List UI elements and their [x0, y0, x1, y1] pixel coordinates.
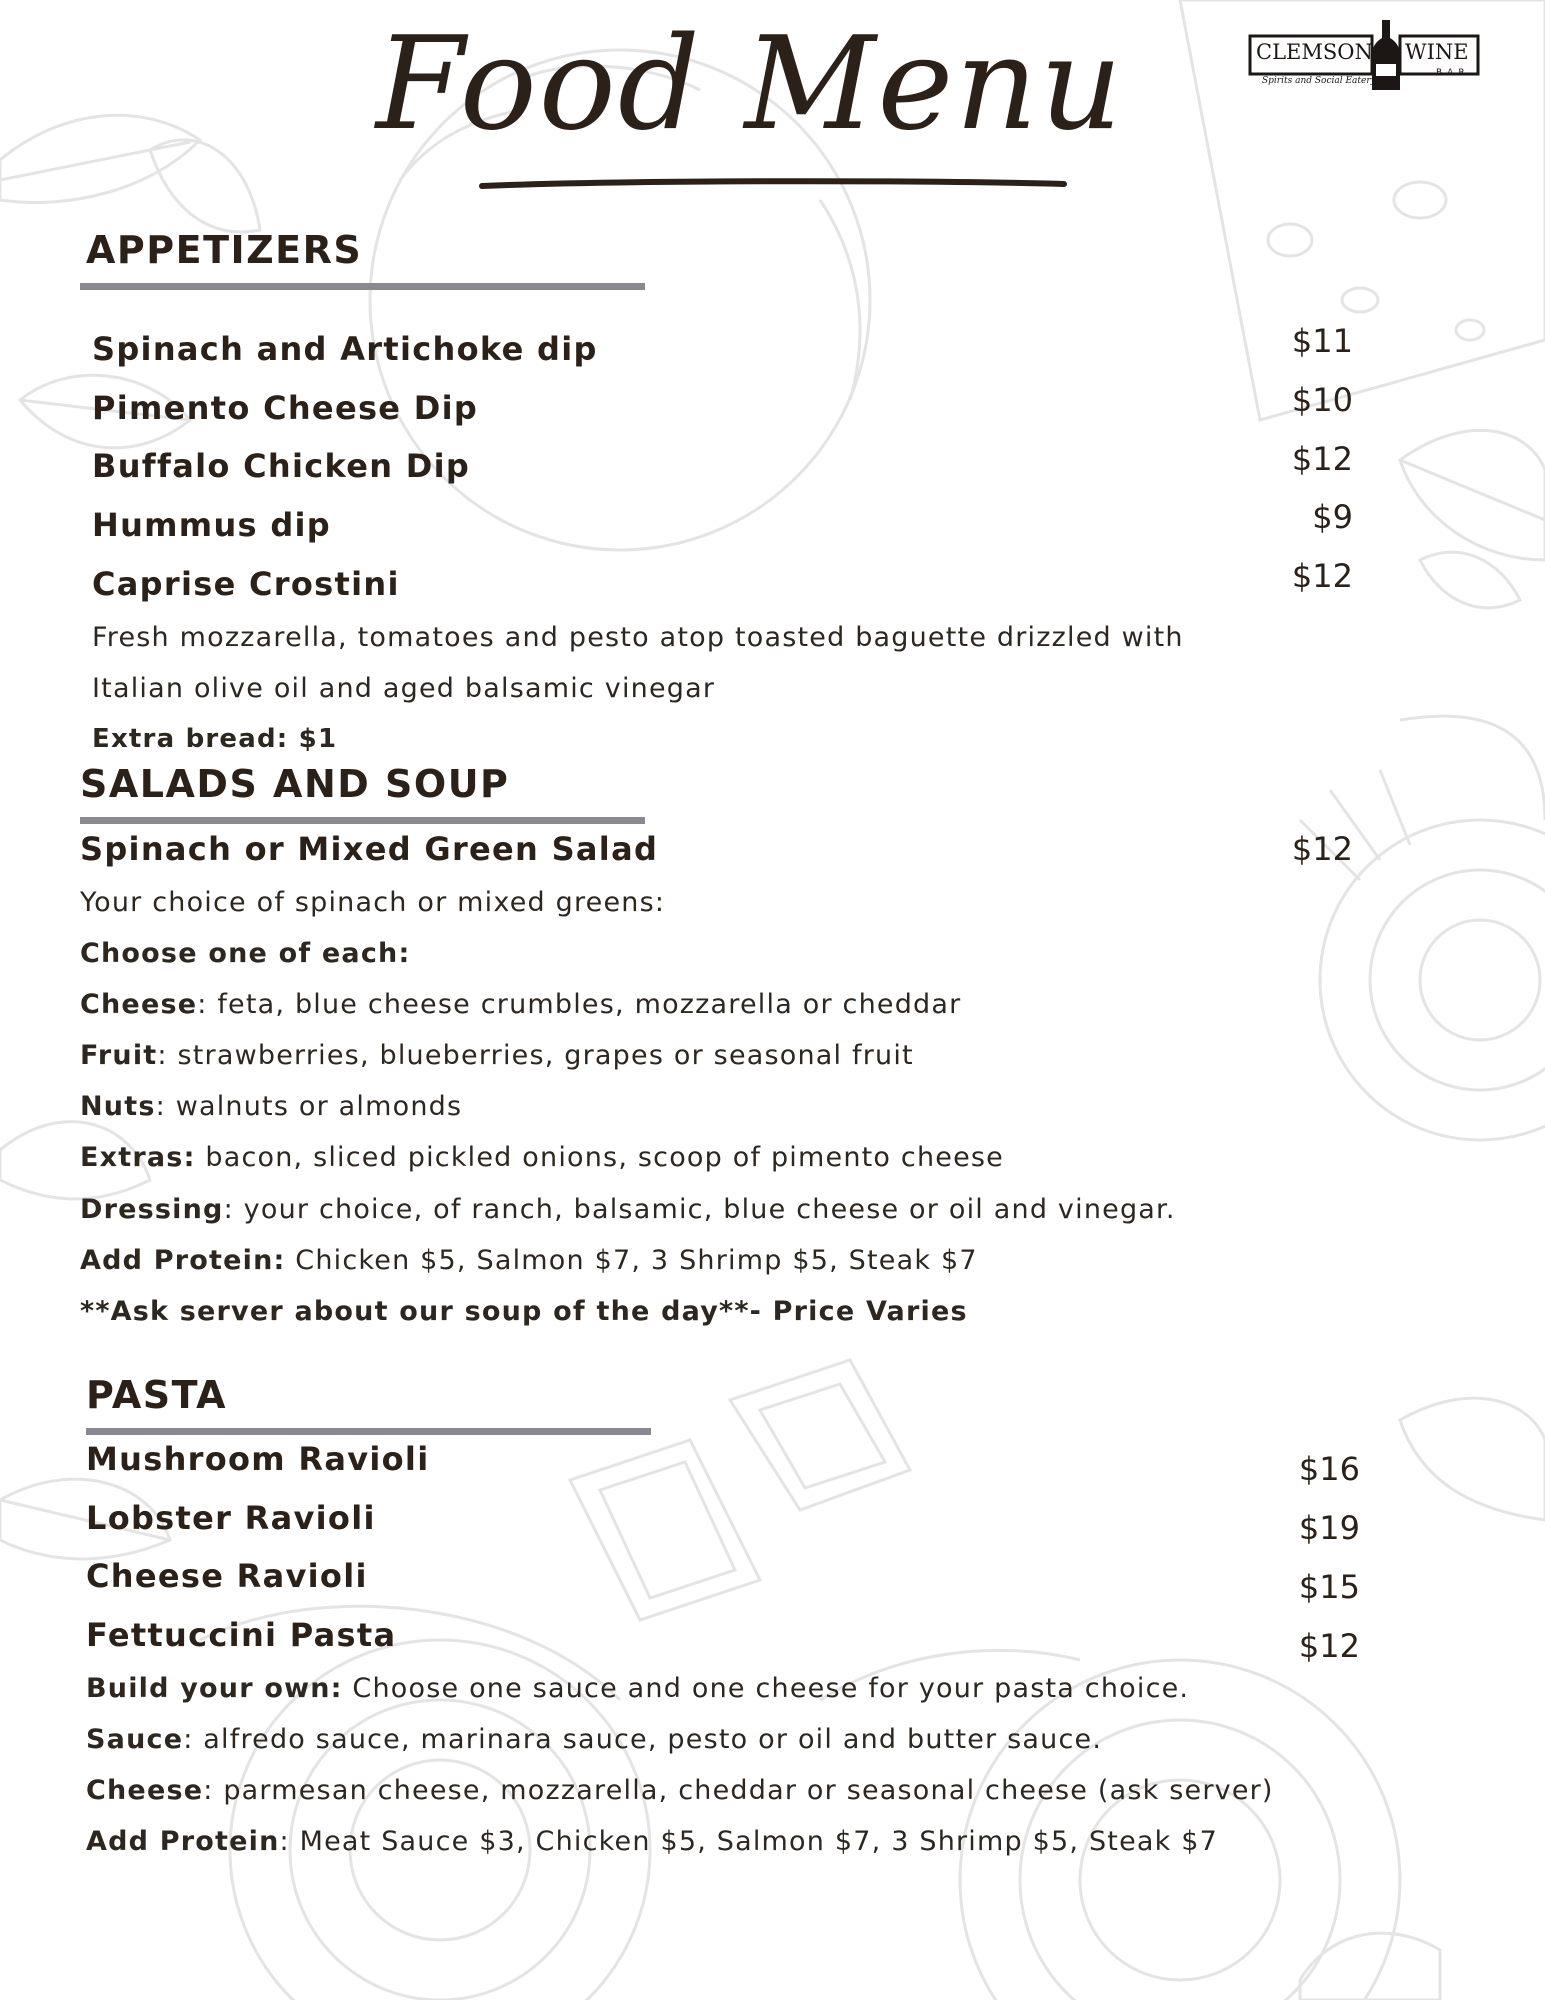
item-description: Italian olive oil and aged balsamic vinegar	[92, 673, 716, 704]
option-text: : strawberries, blueberries, grapes or seasonal fruit	[157, 1040, 914, 1071]
menu-item-price: $16	[1298, 1450, 1360, 1488]
salad-option	[80, 989, 961, 1020]
logo-name-wine: WINE	[1405, 40, 1469, 64]
menu-item-price: $10	[1291, 381, 1353, 419]
menu-item-price: $12	[1291, 830, 1353, 868]
option-label: Dressing	[80, 1194, 224, 1225]
option-text: : feta, blue cheese crumbles, mozzarella or cheddar	[197, 989, 962, 1020]
option-label: Add Protein	[86, 1826, 280, 1857]
salad-option	[80, 1194, 1176, 1225]
option-text: : your choice, of ranch, balsamic, blue cheese or oil and vinegar.	[223, 1194, 1176, 1225]
salad-option	[80, 1091, 462, 1122]
menu-item-name: Spinach and Artichoke dip	[92, 330, 598, 368]
menu-item-price: $15	[1298, 1568, 1360, 1606]
menu-item-name: Cheese Ravioli	[86, 1557, 368, 1595]
option-text: bacon, sliced pickled onions, scoop of pimento cheese	[195, 1142, 1004, 1173]
menu-item-name: Buffalo Chicken Dip	[92, 447, 471, 485]
option-label: Fruit	[80, 1040, 158, 1071]
section-title-salads: SALADS AND SOUP	[80, 762, 510, 806]
extra-bread-note: Extra bread: $1	[92, 724, 338, 754]
menu-item-name: Hummus dip	[92, 506, 331, 544]
option-label: Build your own:	[86, 1673, 343, 1704]
section-title-appetizers: APPETIZERS	[86, 228, 363, 272]
menu-item-name: Pimento Cheese Dip	[92, 389, 479, 427]
menu-item-price: $9	[1312, 498, 1353, 536]
menu-item-price: $12	[1291, 557, 1353, 595]
menu-item-price: $12	[1298, 1627, 1360, 1665]
option-label: Nuts	[80, 1091, 156, 1122]
pasta-option	[86, 1826, 1218, 1857]
option-text: : parmesan cheese, mozzarella, cheddar or seasonal cheese (ask server)	[203, 1775, 1274, 1806]
logo-bar-text: BAR	[1436, 68, 1470, 78]
section-title-pasta: PASTA	[86, 1373, 228, 1417]
title-underline	[478, 178, 1068, 192]
pasta-option	[86, 1673, 1189, 1704]
pasta-option	[86, 1775, 1274, 1806]
logo-name-clemson: CLEMSON	[1256, 40, 1373, 64]
menu-item-name: Lobster Ravioli	[86, 1499, 376, 1537]
clemson-wine-bar-logo	[1248, 18, 1480, 94]
menu-item-price: $19	[1298, 1509, 1360, 1547]
item-description: Fresh mozzarella, tomatoes and pesto atop toasted baguette drizzled with	[92, 622, 1184, 653]
pasta-option	[86, 1724, 1102, 1755]
menu-item-price: $11	[1291, 322, 1353, 360]
menu-item-name: Caprise Crostini	[92, 565, 400, 603]
option-label: Extras:	[80, 1142, 196, 1173]
soup-note: **Ask server about our soup of the day**- Price Varies	[80, 1296, 968, 1327]
wine-bottle-icon	[1372, 20, 1400, 90]
option-text: : walnuts or almonds	[155, 1091, 463, 1122]
option-text: Chicken $5, Salmon $7, 3 Shrimp $5, Steak $7	[285, 1245, 978, 1276]
option-label: Cheese	[80, 989, 198, 1020]
salad-option	[80, 1040, 914, 1071]
menu-item-name: Spinach or Mixed Green Salad	[80, 830, 659, 868]
salad-option	[80, 1245, 978, 1276]
menu-item-price: $12	[1291, 440, 1353, 478]
section-rule	[86, 1428, 651, 1435]
option-label: Add Protein:	[80, 1245, 286, 1276]
logo-tagline: Spirits and Social Eatery	[1262, 76, 1376, 86]
section-rule	[80, 283, 645, 290]
option-text: : Meat Sauce $3, Chicken $5, Salmon $7, 3 Shrimp $5, Steak $7	[279, 1826, 1219, 1857]
menu-item-name: Mushroom Ravioli	[86, 1440, 430, 1478]
page-title: Food Menu	[375, 10, 1125, 159]
menu-item-name: Fettuccini Pasta	[86, 1616, 397, 1654]
option-label: Cheese	[86, 1775, 204, 1806]
salad-choose-label: Choose one of each:	[80, 938, 411, 969]
salad-intro: Your choice of spinach or mixed greens:	[80, 887, 666, 918]
option-text: : alfredo sauce, marinara sauce, pesto or oil and butter sauce.	[183, 1724, 1103, 1755]
option-label: Sauce	[86, 1724, 184, 1755]
salad-option	[80, 1142, 1004, 1173]
section-rule	[80, 817, 645, 824]
option-text: Choose one sauce and one cheese for your pasta choice.	[342, 1673, 1190, 1704]
